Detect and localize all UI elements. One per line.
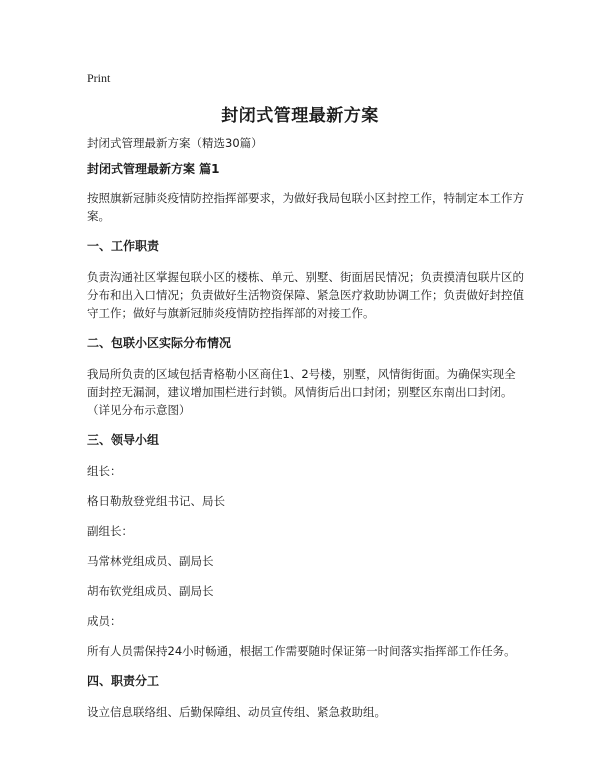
member-paragraph: 所有人员需保持24小时畅通，根据工作需要随时保证第一时间落实指挥部工作任务。 [87,644,516,658]
section-heading-responsibilities: 一、工作职责 [87,239,160,253]
section-heading-distribution: 二、包联小区实际分布情况 [87,336,232,350]
document-body [87,134,527,721]
member-label: 成员： [87,614,122,628]
leader-value: 格日勒敖登党组书记、局长 [87,494,225,508]
deputy-value-2: 胡布钦党组成员、副局长 [87,584,214,598]
section-heading-division: 四、职责分工 [87,674,160,688]
print-link[interactable]: Print [87,71,111,85]
intro-paragraph: 按照旗新冠肺炎疫情防控指挥部要求，为做好我局包联小区封控工作，特制定本工作方案。 [87,191,524,223]
division-paragraph: 设立信息联络组、后勤保障组、动员宣传组、紧急救助组。 [87,705,386,719]
document-subtitle: 封闭式管理最新方案（精选30篇） [87,136,263,150]
page-title: 封闭式管理最新方案 [221,106,379,126]
deputy-label: 副组长： [87,524,133,538]
article-heading: 封闭式管理最新方案 篇1 [87,162,220,176]
distribution-paragraph: 我局所负责的区域包括青格勒小区商住1、2号楼，别墅，风情街街面。为确保实现全面封控无漏洞，建议增加围栏进行封锁。风情街后出口封闭；别墅区东南出口封闭。（详见分布示意图） [87,367,516,417]
responsibilities-paragraph: 负责沟通社区掌握包联小区的楼栋、单元、别墅、街面居民情况；负责摸清包联片区的分布和出入口情况；负责做好生活物资保障、紧急医疗救助协调工作；负责做好封控值守工作；做好与旗新冠肺炎疫情防控指挥部的对接工作。 [87,270,524,320]
section-heading-leadership: 三、领导小组 [87,433,160,447]
leader-label: 组长： [87,464,122,478]
deputy-value-1: 马常林党组成员、副局长 [87,554,214,568]
